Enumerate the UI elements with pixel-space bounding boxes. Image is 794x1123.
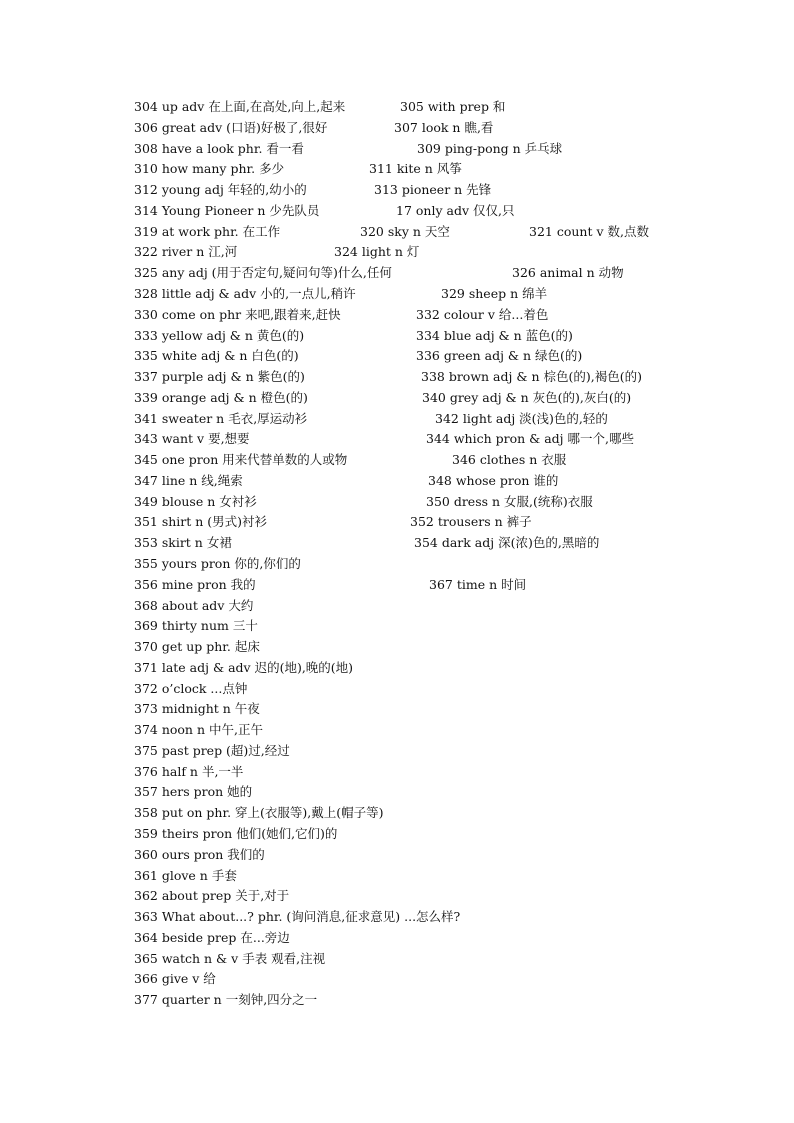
vocab-line — [134, 284, 754, 304]
vocab-line — [134, 699, 754, 719]
vocab-entry: 335 white adj & n 白色(的) — [134, 348, 299, 364]
vocab-line — [134, 180, 754, 200]
vocab-entry: 374 noon n 中午,正午 — [134, 722, 263, 738]
vocab-line — [134, 263, 754, 283]
vocab-entry: 330 come on phr 来吧,跟着来,赶快 — [134, 306, 341, 322]
vocab-line — [134, 969, 754, 989]
vocab-line — [134, 471, 754, 491]
vocab-entry: 356 mine pron 我的 — [134, 576, 256, 592]
vocab-entry: 360 ours pron 我们的 — [134, 846, 265, 862]
vocab-line — [134, 803, 754, 823]
vocab-entry: 329 sheep n 绵羊 — [441, 285, 548, 301]
vocab-line — [134, 824, 754, 844]
vocab-entry: 325 any adj (用于否定句,疑问句等)什么,任何 — [134, 265, 392, 281]
vocab-entry: 365 watch n & v 手表 观看,注视 — [134, 950, 326, 966]
vocab-line — [134, 533, 754, 553]
vocab-line — [134, 450, 754, 470]
vocab-entry: 332 colour v 给...着色 — [416, 306, 549, 322]
vocab-line — [134, 242, 754, 262]
vocab-line — [134, 326, 754, 346]
vocab-line — [134, 886, 754, 906]
vocab-entry: 334 blue adj & n 蓝色(的) — [416, 327, 573, 343]
vocab-entry: 373 midnight n 午夜 — [134, 701, 260, 717]
vocab-entry: 354 dark adj 深(浓)色的,黑暗的 — [414, 535, 600, 551]
vocab-entry: 353 skirt n 女裙 — [134, 535, 232, 551]
vocab-line — [134, 201, 754, 221]
vocab-entry: 363 What about...? phr. (询问消息,征求意见) ...怎么样? — [134, 909, 461, 924]
vocab-entry: 314 Young Pioneer n 少先队员 — [134, 202, 320, 218]
vocab-entry: 313 pioneer n 先锋 — [374, 182, 492, 198]
vocab-line — [134, 409, 754, 429]
vocab-line — [134, 637, 754, 657]
vocab-entry: 343 want v 要,想要 — [134, 431, 250, 447]
vocab-entry: 375 past prep (超)过,经过 — [134, 742, 290, 758]
vocab-line — [134, 346, 754, 366]
vocab-line — [134, 305, 754, 325]
vocab-entry: 322 river n 江,河 — [134, 244, 238, 260]
vocab-entry: 345 one pron 用来代替单数的人或物 — [134, 452, 348, 468]
vocab-entry: 17 only adv 仅仅,只 — [396, 202, 515, 218]
vocab-entry: 319 at work phr. 在工作 — [134, 223, 281, 239]
vocab-entry: 336 green adj & n 绿色(的) — [416, 348, 583, 364]
vocab-line — [134, 866, 754, 886]
vocab-line — [134, 990, 754, 1010]
vocab-line — [134, 720, 754, 740]
vocab-entry: 308 have a look phr. 看一看 — [134, 140, 304, 156]
vocab-entry: 307 look n 瞧,看 — [394, 119, 494, 135]
vocab-line — [134, 139, 754, 159]
vocab-line — [134, 782, 754, 802]
vocab-entry: 376 half n 半,一半 — [134, 763, 244, 779]
vocab-entry: 377 quarter n 一刻钟,四分之一 — [134, 992, 318, 1008]
vocab-entry: 337 purple adj & n 紫色(的) — [134, 369, 305, 384]
vocab-entry: 305 with prep 和 — [400, 99, 506, 114]
vocab-entry: 372 o’clock ...点钟 — [134, 680, 248, 696]
vocab-entry: 367 time n 时间 — [429, 576, 527, 592]
vocab-entry: 347 line n 线,绳索 — [134, 472, 243, 488]
vocab-entry: 357 hers pron 她的 — [134, 784, 253, 800]
vocab-line — [134, 367, 754, 387]
vocab-entry: 328 little adj & adv 小的,一点儿,稍许 — [134, 285, 356, 301]
vocab-entry: 362 about prep 关于,对于 — [134, 888, 290, 904]
vocab-line — [134, 118, 754, 138]
vocab-entry: 312 young adj 年轻的,幼小的 — [134, 182, 307, 198]
vocab-entry: 368 about adv 大约 — [134, 597, 254, 613]
vocab-entry: 346 clothes n 衣服 — [452, 452, 567, 468]
vocab-entry: 324 light n 灯 — [334, 244, 420, 260]
vocab-line — [134, 949, 754, 969]
vocab-line — [134, 658, 754, 678]
vocab-entry: 350 dress n 女服,(统称)衣服 — [426, 493, 593, 509]
vocab-entry: 364 beside prep 在...旁边 — [134, 929, 290, 945]
vocab-entry: 340 grey adj & n 灰色(的),灰白(的) — [422, 389, 632, 405]
vocab-entry: 366 give v 给 — [134, 971, 216, 987]
vocab-entry: 311 kite n 风筝 — [369, 161, 462, 177]
vocab-entry: 369 thirty num 三十 — [134, 618, 258, 634]
vocab-line — [134, 429, 754, 449]
vocab-entry: 310 how many phr. 多少 — [134, 161, 285, 177]
vocab-entry: 326 animal n 动物 — [512, 265, 624, 281]
vocab-entry: 306 great adv (口语)好极了,很好 — [134, 119, 328, 135]
vocab-line — [134, 492, 754, 512]
vocab-entry: 352 trousers n 裤子 — [410, 514, 532, 530]
vocab-entry: 321 count v 数,点数 — [529, 223, 649, 239]
vocab-entry: 320 sky n 天空 — [360, 223, 450, 239]
vocab-entry: 358 put on phr. 穿上(衣服等),戴上(帽子等) — [134, 805, 384, 821]
vocab-line — [134, 512, 754, 532]
vocab-entry: 370 get up phr. 起床 — [134, 639, 260, 654]
vocab-line — [134, 575, 754, 595]
vocab-entry: 351 shirt n (男式)衬衫 — [134, 514, 268, 530]
vocab-entry: 355 yours pron 你的,你们的 — [134, 555, 301, 571]
vocab-entry: 348 whose pron 谁的 — [428, 472, 559, 488]
vocab-entry: 344 which pron & adj 哪一个,哪些 — [426, 431, 635, 447]
vocab-entry: 342 light adj 淡(浅)色的,轻的 — [435, 410, 608, 426]
vocab-line — [134, 907, 754, 927]
vocab-entry: 359 theirs pron 他们(她们,它们)的 — [134, 825, 338, 841]
vocab-line — [134, 616, 754, 636]
vocab-entry: 309 ping-pong n 乒乓球 — [417, 140, 563, 156]
vocab-line — [134, 159, 754, 179]
vocab-entry: 349 blouse n 女衬衫 — [134, 493, 257, 509]
vocab-entry: 361 glove n 手套 — [134, 867, 237, 883]
vocab-line — [134, 222, 754, 242]
vocab-line — [134, 388, 754, 408]
vocab-line — [134, 554, 754, 574]
vocab-line — [134, 679, 754, 699]
vocab-entry: 304 up adv 在上面,在高处,向上,起来 — [134, 99, 346, 114]
vocab-line — [134, 845, 754, 865]
vocab-entry: 338 brown adj & n 棕色(的),褐色(的) — [421, 369, 642, 384]
vocab-line — [134, 762, 754, 782]
vocab-entry: 339 orange adj & n 橙色(的) — [134, 389, 308, 405]
vocab-line — [134, 97, 754, 117]
vocab-entry: 333 yellow adj & n 黄色(的) — [134, 327, 305, 343]
vocab-line — [134, 741, 754, 761]
vocab-line — [134, 596, 754, 616]
vocab-line — [134, 928, 754, 948]
vocab-entry: 341 sweater n 毛衣,厚运动衫 — [134, 410, 308, 426]
vocab-entry: 371 late adj & adv 迟的(地),晚的(地) — [134, 659, 354, 675]
